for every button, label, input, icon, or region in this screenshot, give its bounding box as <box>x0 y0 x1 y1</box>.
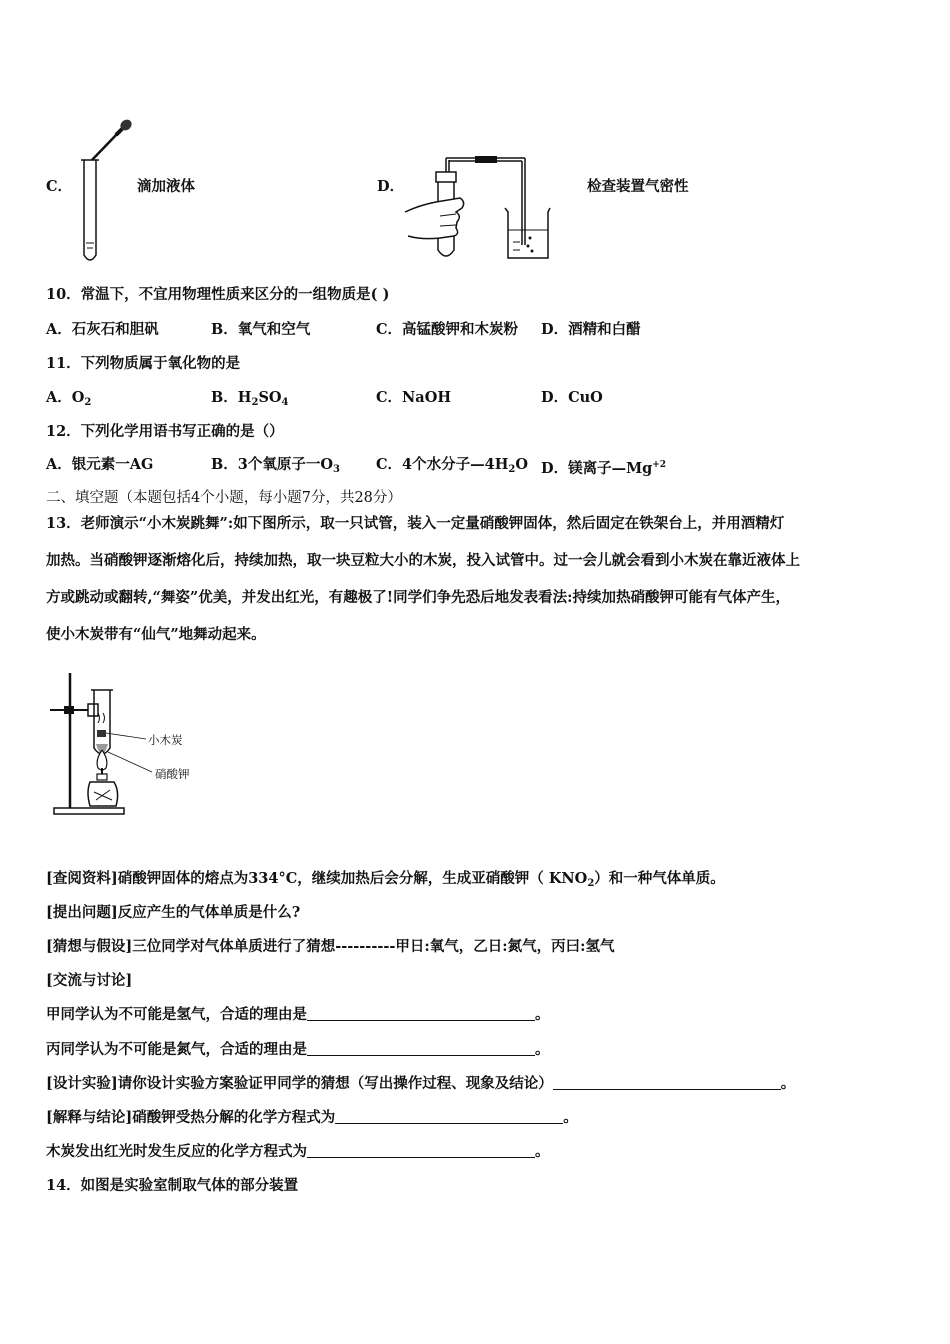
q13-discussion-heading: [交流与讨论] <box>46 972 133 989</box>
q11-option-a: A．$O_2$ <box>46 389 92 408</box>
q10-stem: 10．常温下，不宜用物理性质来区分的一组物质是( ) <box>46 286 390 303</box>
q10-option-d: D．酒精和白醋 <box>541 321 641 338</box>
q12-option-b: B．3个氧原子一$O_3$ <box>211 456 340 475</box>
answer-blank-jia[interactable] <box>307 1006 535 1021</box>
q11-option-c: C．NaOH <box>376 389 452 406</box>
q13-paragraph-line1: 13．老师演示“小木炭跳舞”:如下图所示，取一只试管，装入一定量硝酸钾固体，然后固定在铁架台上，并用酒精灯 <box>46 515 785 532</box>
q10-option-c: C．高锰酸钾和木炭粉 <box>376 321 519 338</box>
answer-blank-conclusion[interactable] <box>335 1109 563 1124</box>
airtight-check-figure <box>400 150 560 265</box>
q12-option-d: D．镁离子$—Mg^{+2}$ <box>541 460 667 477</box>
q12-stem: 12．下列化学用语书写正确的是（） <box>46 423 284 440</box>
q12-option-c: C．4个水分子$—4H_2O$ <box>376 456 529 475</box>
q12-option-a: A．银元素一AG <box>46 456 154 473</box>
q10-option-b: B．氧气和空气 <box>211 321 311 338</box>
q11-option-b: B．$H_2SO_4$ <box>211 389 289 408</box>
q13-design-experiment: [设计实验]请你设计实验方案验证甲同学的猜想（写出操作过程、现象及结论） 。 <box>46 1075 796 1092</box>
q13-paragraph-line2: 加热。当硝酸钾逐渐熔化后，持续加热，取一块豆粒大小的木炭，投入试管中。过一会儿就会看到小木炭在靠近液体上 <box>46 552 800 569</box>
answer-blank-design[interactable] <box>553 1075 781 1090</box>
q13-question: [提出问题]反应产生的气体单质是什么? <box>46 904 301 921</box>
q13-jia-reason: 甲同学认为不可能是氢气，合适的理由是 。 <box>46 1006 550 1023</box>
option-d-text: 检查装置气密性 <box>587 178 689 195</box>
q13-paragraph-line4: 使小木炭带有“仙气”地舞动起来。 <box>46 626 266 643</box>
q13-hypothesis: [猜想与假设]三位同学对气体单质进行了猜想----------甲日:氧气，乙日:氮气，丙曰:氢气 <box>46 938 615 955</box>
q11-option-d: D．CuO <box>541 389 603 406</box>
q13-charcoal-equation: 木炭发出红光时发生反应的化学方程式为 。 <box>46 1143 550 1160</box>
option-c-text: 滴加液体 <box>137 178 195 195</box>
q10-option-a: A．石灰石和胆矾 <box>46 321 159 338</box>
dropper-testtube-figure <box>70 115 140 270</box>
option-d-letter: D． <box>377 178 405 195</box>
answer-blank-bing[interactable] <box>307 1041 535 1056</box>
q13-reference-info: [查阅资料]硝酸钾固体的熔点为334°C，继续加热后会分解，生成亚硝酸钾（ $KNO_2$）和一种气体单质。 <box>46 870 725 889</box>
label-kno3: 硝酸钾 <box>155 767 190 781</box>
q13-bing-reason: 丙同学认为不可能是氮气，合适的理由是 。 <box>46 1041 550 1058</box>
q13-conclusion: [解释与结论]硝酸钾受热分解的化学方程式为 。 <box>46 1109 578 1126</box>
q13-paragraph-line3: 方或跳动或翻转,“舞姿”优美，并发出红光，有趣极了!同学们争先恐后地发表看法:持续加热硝酸钾可能有气体产生， <box>46 589 790 606</box>
section-2-heading: 二、填空题（本题包括4个小题，每小题7分，共28分） <box>46 490 402 506</box>
q11-stem: 11．下列物质属于氧化物的是 <box>46 355 241 372</box>
q14-stem: 14．如图是实验室制取气体的部分装置 <box>46 1177 299 1194</box>
label-charcoal: 小木炭 <box>148 733 183 747</box>
answer-blank-charcoal-eq[interactable] <box>307 1143 535 1158</box>
option-c-letter: C． <box>46 178 73 195</box>
